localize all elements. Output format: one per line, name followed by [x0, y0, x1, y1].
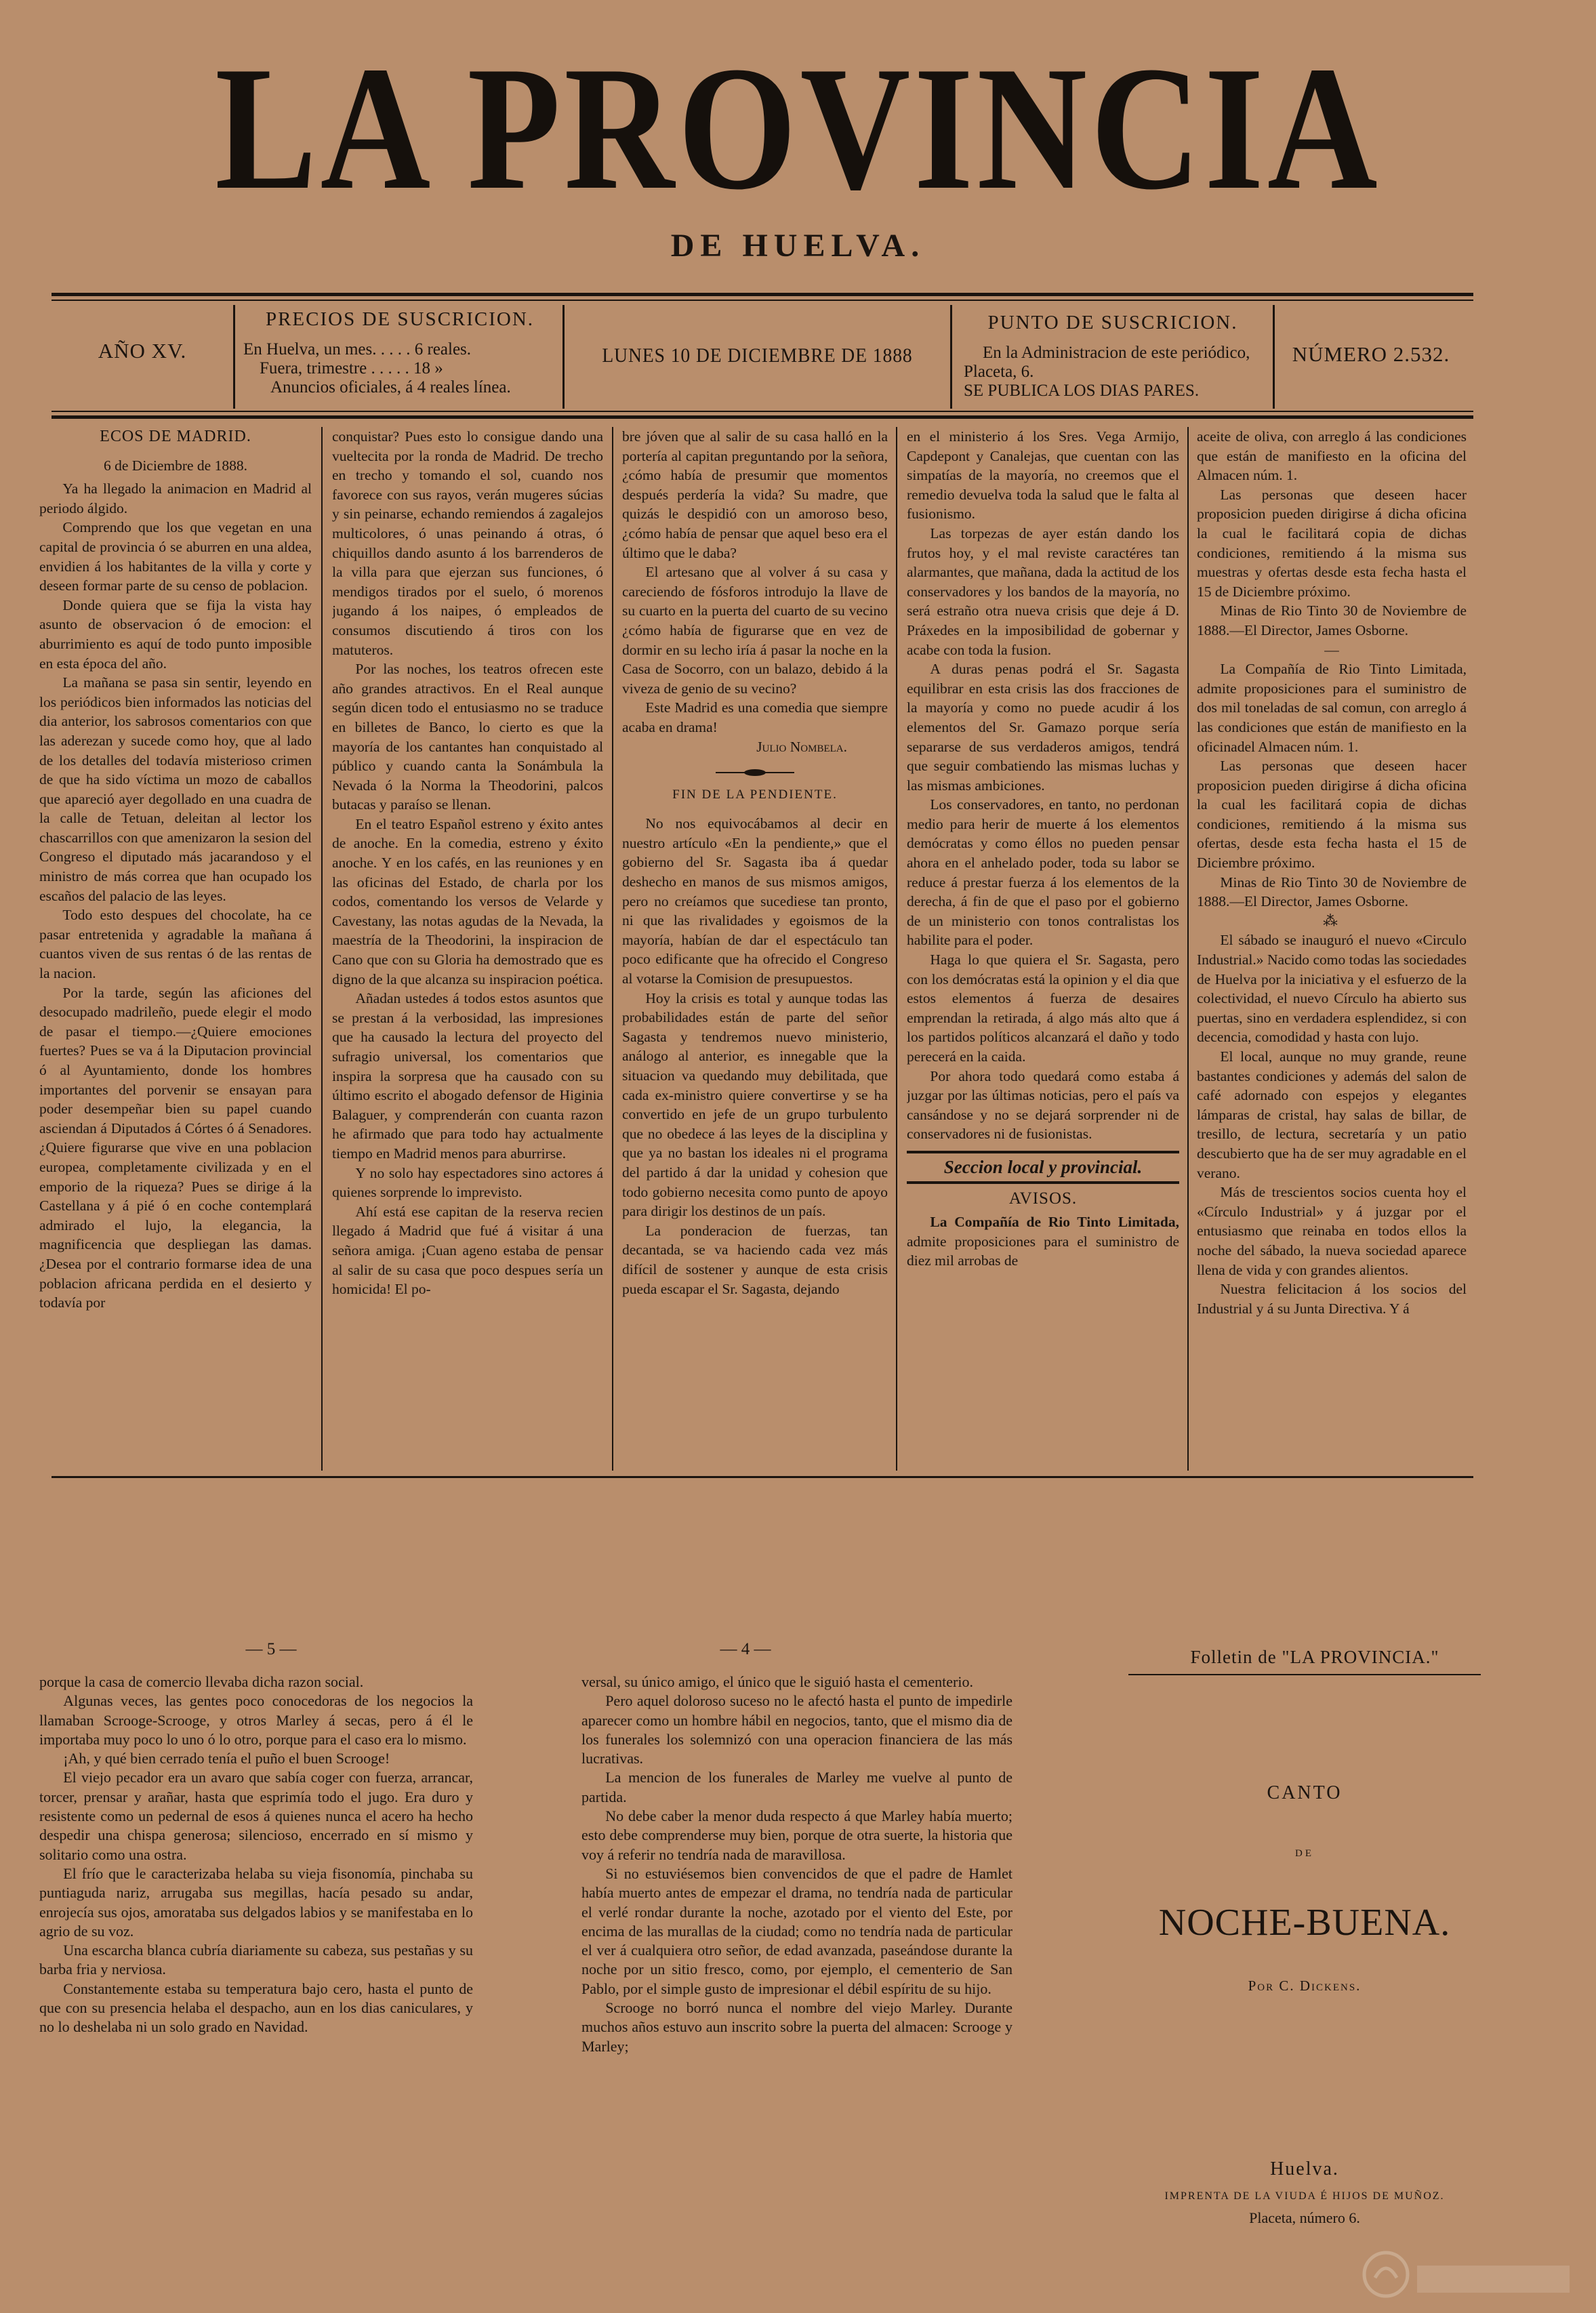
article-signature: Julio Nombela. — [756, 738, 847, 755]
paragraph: El artesano que al volver á su casa y careciendo de fósforos introdujo la llave de su cuarto en la puerta del cuarto de su vecino ¿cómo había de figurarse que en vez de dormir en su lecho iría á pasar la noche en la Casa de Socorro, con un balazo, debido á la viveza de genio de su vecino? — [622, 564, 888, 697]
info-divider — [1273, 305, 1275, 409]
paragraph: No nos equivocábamos al decir en nuestro artículo «En la pendiente,» que el gobierno del Sr. Sagasta iba á quedar deshecho en manos de sus mismos amigos, pero no creíamos que sucediese tan pronto, ni que las rivalidades y egoismos de la mayoría, habían de dar el espectáculo tan poco edificante que ha ofrecido el Congreso al votarse la Comision de presupuestos. — [622, 815, 888, 987]
paragraph: Pero aquel doloroso suceso no le afectó hasta el punto de impedirle aparecer como un hombre hábil en negocios, tanto, que el mismo dia de los funerales los solemnizó con una operacion financiera de las más lucrativas. — [581, 1692, 1012, 1767]
column-2 — [332, 427, 603, 1474]
point-line: SE PUBLICA LOS DIAS PARES. — [964, 382, 1200, 400]
paragraph: Por ahora todo quedará como estaba á juzgar por las últimas noticias, pero el país va cansándose y no se dejará sorprender ni de conservadores ni de fusionistas. — [907, 1067, 1179, 1143]
article-dateline: 6 de Diciembre de 1888. — [104, 457, 247, 474]
avisos-heading: AVISOS. — [1008, 1189, 1078, 1208]
title-noche-buena: NOCHE-BUENA. — [1158, 1902, 1451, 1944]
paragraph: Más de trescientos socios cuenta hoy el «Círculo Industrial» y á juzgar por el entusiasmo que reinaba en todos ellos la noche del sábado, la nueva sociedad aparece llena de vida y con grandes alientos. — [1197, 1184, 1467, 1278]
paragraph: A duras penas podrá el Sr. Sagasta equilibrar en esta crisis las dos fracciones de la mayoría y como no puede acudir á los elementos del Sr. Gamazo porque sería separarse de sus verdaderos amigos, tendrá que seguir combatiendo las mismas luchas y las mismas ambiciones. — [907, 661, 1179, 794]
paragraph: Y no solo hay espectadores sino actores á quienes sorprende lo imprevisto. — [332, 1164, 603, 1201]
column-divider — [896, 427, 897, 1471]
paragraph: Minas de Rio Tinto 30 de Noviembre de 1888.—El Director, James Osborne. — [1197, 874, 1467, 910]
paragraph: Por la tarde, según las aficiones del desocupado madrileño, puede elegir el modo de pasar el tiempo.—¿Quiere emociones fuertes? Pues se va á la Diputacion provincial ó al Ayuntamiento, donde los hombres importantes del porvenir se ensayan para poder desempeñar bien su papel cuando asciendan á Diputados á Córtes ó á Senadores. ¿Quiere figurarse que vive en una poblacion europea, completamente civilizada y en el emporio de la riqueza? Pues se dirige á la Castellana y á pié ó en coche contemplará admirado el lujo, la elegancia, la magnificencia que despliegan las damas. ¿Desea por el contrario formarse idea de una poblacion africana perdida en el desierto y todavía por — [39, 984, 312, 1311]
point-line: Placeta, 6. — [964, 363, 1034, 381]
top-rule-thin — [52, 300, 1473, 301]
info-divider — [950, 305, 952, 409]
paragraph: en el ministerio á los Sres. Vega Armijo, Capdepont y Canalejas, que cuentan con las simpatías de la mayoría, no creemos que el remedio devuelva toda la salud que le falta al fusionismo. — [907, 428, 1179, 523]
paragraph: Minas de Rio Tinto 30 de Noviembre de 1888.—El Director, James Osborne. — [1197, 602, 1467, 638]
paragraph: El local, aunque no muy grande, reune bastantes condiciones y además del salon de café adornado con espejos y elegantes lámparas de cristal, hay salas de billar, de tresillo, de lectura, secretaría y un patio descubierto que ha de ser muy agradable en el verano. — [1197, 1048, 1467, 1181]
ornament-icon — [622, 763, 888, 783]
paragraph: Haga lo que quiera el Sr. Sagasta, pero con los demócratas está la opinion y el dia que estos elementos á fuerza de desaires emprendan la retirada, á algo más alto que á los partidos políticos alcanzará el daño y todo perecerá en la caida. — [907, 951, 1179, 1065]
paragraph: Por las noches, los teatros ofrecen este año grandes atractivos. En el Real aunque según dicen todo el entusiasmo no se traduce en billetes de Banco, lo cierto es que la mayoría de los cantantes han conquistado al público y cuando canta la Sonámbula la Nevada ó la Norma la Theodorini, palcos butacas y paraíso se llenan. — [332, 661, 603, 813]
page-number: — 4 — — [720, 1640, 771, 1658]
article-heading: FIN DE LA PENDIENTE. — [672, 787, 838, 802]
notice-text: admite proposiciones para el suministro de diez mil arrobas de — [907, 1233, 1179, 1269]
paragraph: La ponderacion de fuerzas, tan decantada, se va haciendo cada vez más difícil de sostener y aunque de esta crisis pueda escapar el Sr. Sagasta, dejando — [622, 1222, 888, 1297]
paragraph: Algunas veces, las gentes poco conocedoras de los negocios la llamaban Scrooge-Scrooge, y otros Marley á secas, pero á él le importaba muy poco lo uno ó lo otro, porque para el caso era lo mismo. — [39, 1692, 473, 1748]
paragraph: Scrooge no borró nunca el nombre del viejo Marley. Durante muchos años estuvo aun inscrito sobre la puerta del almacen: Scrooge y Marley; — [581, 1999, 1012, 2055]
feuilleton-page-5 — [39, 1673, 473, 2215]
column-divider — [1187, 427, 1189, 1471]
paragraph: conquistar? Pues esto lo consigue dando una vueltecita por la ronda de Madrid. De trecho en trecho y tomando el sol, cuando nos favorece con sus rayos, verán mugeres súcias y sin peinarse, echando remiendos á zagalejos multicolores, ó unas peinando á otras, ó chiquillos dando asunto á los barrenderos de la villa para que ejerzan sus funciones, ó mendigos tirados por el suelo, ó morenos jugando á los naipes, ó empleados de consumos discutiendo á tiros con los matuteros. — [332, 428, 603, 658]
bottom-rule — [52, 415, 1473, 419]
feuilleton-page-4 — [581, 1673, 1012, 2215]
issue-number: NÚMERO 2.532. — [1292, 342, 1450, 366]
column-divider — [612, 427, 613, 1471]
info-divider — [562, 305, 565, 409]
prices-lines — [241, 340, 559, 397]
fold-rule — [52, 1476, 1473, 1478]
price-line: Anuncios oficiales, á 4 reales línea. — [270, 378, 511, 396]
column-1 — [39, 427, 312, 1474]
issue-date: LUNES 10 DE DICIEMBRE DE 1888 — [602, 344, 913, 367]
section-heading: Seccion local y provincial. — [907, 1151, 1179, 1184]
paragraph: Comprendo que los que vegetan en una capital de provincia ó se aburren en una aldea, envidien á los habitantes de la villa y corte y deseen formar parte de su censo de poblacion. — [39, 519, 312, 594]
article-heading: ECOS DE MADRID. — [100, 428, 251, 445]
top-rule — [52, 293, 1473, 296]
price-line: Fuera, trimestre . . . . . 18 » — [260, 359, 443, 377]
column-divider — [321, 427, 323, 1471]
paragraph: Nuestra felicitacion á los socios del Industrial y á su Junta Directiva. Y á — [1197, 1281, 1467, 1317]
subscription-point-box — [957, 312, 1269, 401]
masthead-title: LA PROVINCIA — [215, 30, 1381, 226]
paragraph: Las personas que deseen hacer proposicion pueden dirigirse á dicha oficina la cual les facilitará copia de dichas condiciones, remitiendo á la misma sus ofertas, desde esta fecha hasta el 15 de Diciembre próximo. — [1197, 758, 1467, 872]
column-4 — [907, 427, 1179, 1474]
notice-paragraph — [907, 1212, 1179, 1271]
paragraph: No debe caber la menor duda respecto á que Marley había muerto; esto debe comprenderse muy bien, porque de otra suerte, la historia que voy á referir no tendría nada de maravillosa. — [581, 1807, 1012, 1863]
point-lines — [957, 344, 1269, 401]
column-5 — [1197, 427, 1467, 1474]
paragraph: La mencion de los funerales de Marley me vuelve al punto de partida. — [581, 1769, 1012, 1805]
paragraph: Constantemente estaba su temperatura bajo cero, hasta el punto de que con su presencia helaba el despacho, aun en los dias caniculares, y no lo deshelaba ni un solo grado en Navidad. — [39, 1980, 473, 2036]
paragraph: aceite de oliva, con arreglo á las condiciones que están de manifiesto en la oficina del Almacen núm. 1. — [1197, 428, 1467, 484]
year-label: AÑO XV. — [98, 339, 187, 363]
paragraph: ¡Ah, y qué bien cerrado tenía el puño el buen Scrooge! — [63, 1750, 390, 1767]
huelva-logo-icon — [1360, 2245, 1577, 2304]
paragraph: El sábado se inauguró el nuevo «Circulo Industrial.» Nacido como todas las sociedades de Huelva por la iniciativa y el esfuerzo de la colectividad, el nuevo Círculo ha abierto sus puertas, sino en verdadera esplendidez, si con decencia, comodidad y hasta con lujo. — [1197, 932, 1467, 1046]
paragraph: Los conservadores, en tanto, no perdonan medio para herir de muerte á los elementos demócratas y como éllos no pueden pensar ahora en el anhelado poder, toda su labor se reduce á prestar fuerza á los elementos de la derecha, á fin de que el paso por el gobierno de un ministerio con tonos contralistas los habilite para el poder. — [907, 796, 1179, 949]
folletin-heading: Folletin de "LA PROVINCIA." — [1190, 1647, 1439, 1667]
paragraph: versal, su único amigo, el único que le siguió hasta el cementerio. — [581, 1673, 973, 1690]
point-line: En la Administracion de este periódico, — [983, 344, 1250, 362]
price-line: En Huelva, un mes. . . . . 6 reales. — [243, 340, 472, 359]
folletin-rule — [1128, 1674, 1481, 1675]
paragraph: Las personas que deseen hacer proposicion pueden dirigirse á dicha oficina la cual le facilitará copia de dichas condiciones, remitiendo á la misma sus muestras y ofertas desde esta fecha hasta el 15 de Diciembre próximo. — [1197, 486, 1467, 600]
title-canto: CANTO — [1267, 1782, 1343, 1803]
column-3 — [622, 427, 888, 1474]
title-de: DE — [1295, 1848, 1314, 1859]
imprint-address: Placeta, número 6. — [1249, 2209, 1360, 2226]
notice-paragraph: La Compañía de Rio Tinto Limitada, admite proposiciones para el suministro de dos mil toneladas de sal comun, con arreglo á las condiciones que están de manifiesto en la oficinadel Almacen núm. 1. — [1197, 661, 1467, 755]
paragraph: Si no estuviésemos bien convencidos de que el padre de Hamlet había muerto antes de empezar el drama, no tendría nada de particular el verlé rondar durante la noche, azotado por el viento del Este, por encima de las murallas de la ciudad; como no tendría nada de particular el ver á cualquiera otro señor, de edad avanzada, paseándose durante la noche por un sitio fresco, como, por ejemplo, el cementerio de San Pablo, por el simple gusto de impresionar el débil espíritu de su hijo. — [581, 1864, 1012, 1997]
paragraph: En el teatro Español estreno y éxito antes de anoche. En la comedia, estreno y éxito anoche. Y en los cafés, en las reuniones y en las oficinas del Estado, de charla por los codos, comentando los versos de Velarde y Cavestany, las notas agudas de la Nevada, la maestría de la Theodorini, la inspiracion de Cano que con su Gloria ha demostrado que es digno de la que alcanza su inspiracion poética. — [332, 815, 603, 987]
point-title: PUNTO DE SUSCRICION. — [987, 312, 1238, 333]
bottom-rule-thin — [52, 411, 1473, 412]
paragraph: Donde quiera que se fija la vista hay asunto de observacion ó de emocion: el aburrimiento es aquí de todo punto imposible en esta época del año. — [39, 596, 312, 672]
paragraph: porque la casa de comercio llevaba dicha razon social. — [39, 1673, 364, 1690]
paragraph: La mañana se pasa sin sentir, leyendo en los periódicos bien informados las noticias del dia anterior, los sabrosos comentarios con que las aderezan y sucede como hoy, que al lado de los detalles del todavía misterioso crimen de que ha sido víctima un mozo de caballos que apareció ayer degollado en una cuadra de la calle de Tetuan, deleitan al lector los chascarrillos con que amenizaron la sesion del Congreso el diputado más jacarandoso y el ministro de más correa que han ocupado los escaños del palacio de las leyes. — [39, 674, 312, 904]
notice-lead: La Compañía de Rio Tinto Limitada, — [930, 1214, 1179, 1231]
title-author: Por C. Dickens. — [1248, 1978, 1362, 1994]
paragraph: Hoy la crisis es total y aunque todas las probabilidades están de parte del señor Sagasta y tendremos nuevo ministerio, análogo al anterior, es innegable que la situacion va quedando muy debilitada, que cada ex-ministro quiere convertirse y se ha convertido en jefe de un grupo turbulento que no obedece á las leyes de la disciplina y que ya no bastan los ideales ni el programa del partido á dar la unidad y cohesion que todo gobierno necesita como punto de apoyo para dirigir los destinos de un país. — [622, 989, 888, 1220]
paragraph: Una escarcha blanca cubría diariamente su cabeza, sus pestañas y su barba fria y nerviosa. — [39, 1942, 473, 1978]
paragraph: El frío que le caracterizaba helaba su vieja fisonomía, pinchaba su puntiaguda nariz, arrugaba sus megillas, hacía pesado su andar, enrojecía sus ojos, amorataba sus delgados labios y se manifestaba en lo agrio de su voz. — [39, 1864, 473, 1940]
prices-title: PRECIOS DE SUSCRICION. — [265, 308, 535, 330]
masthead-subtitle: DE HUELVA. — [670, 228, 926, 264]
paragraph: Ya ha llegado la animacion en Madrid al periodo álgido. — [39, 480, 312, 516]
asterism-icon: ⁂ — [1323, 912, 1341, 929]
paragraph: Añadan ustedes á todos estos asuntos que se prestan á la verbosidad, las impresiones que ha causado la lectura del proyecto del sufragio universal, los comentarios que inspira la sorpresa que ha causado con su último escrito el abogado defensor de Higinia Balaguer, y comprenderán con cuanta razon he afirmado que para todo hay actualmente tiempo en Madrid menos para aburrirse. — [332, 990, 603, 1162]
info-divider — [233, 305, 235, 409]
paragraph: El viejo pecador era un avaro que sabía coger con fuerza, arrancar, torcer, prensar y arañar, hasta que esprimía todo el jugo. Era duro y resistente como un pedernal de esos á quienes nunca el acero ha hecho despedir una chispa generosa; silencioso, encerrado en sí mismo y solitario como una ostra. — [39, 1769, 473, 1863]
page-number: — 5 — — [245, 1640, 297, 1658]
separator-dash: — — [1324, 641, 1339, 658]
paragraph: Todo esto despues del chocolate, ha ce pasar entretenida y agradable la mañana á cuantos viven de sus rentas ó de las rentas de la nacion. — [39, 907, 312, 982]
prices-box — [241, 308, 559, 397]
imprint-city: Huelva. — [1270, 2158, 1339, 2179]
paragraph: Ahí está ese capitan de la reserva recien llegado á Madrid que fué á visitar á una señora amiga. ¡Cuan ageno estaba de pensar al salir de su casa que poco despues sería un homicida! El po- — [332, 1203, 603, 1298]
paragraph: Las torpezas de ayer están dando los frutos hoy, y el mal reviste caractéres tan alarmantes, que mañana, dada la actitud de los conservadores y los bandos de la mayoría, no será estraño otra nueva crisis que deje á D. Práxedes en la imposibilidad de gobernar y acabe con toda la fusion. — [907, 525, 1179, 658]
paragraph: Este Madrid es una comedia que siempre acaba en drama! — [622, 699, 888, 735]
imprint-printer: IMPRENTA DE LA VIUDA É HIJOS DE MUÑOZ. — [1164, 2190, 1445, 2202]
paragraph: bre jóven que al salir de su casa halló en la portería al capitan preguntando por la señora, ¿cómo había de presumir que momentos después perdería la vida? Su madre, que quizás le despidió con un amoroso beso, ¿cómo había de pensar que aquel beso era el último que le daba? — [622, 428, 888, 561]
